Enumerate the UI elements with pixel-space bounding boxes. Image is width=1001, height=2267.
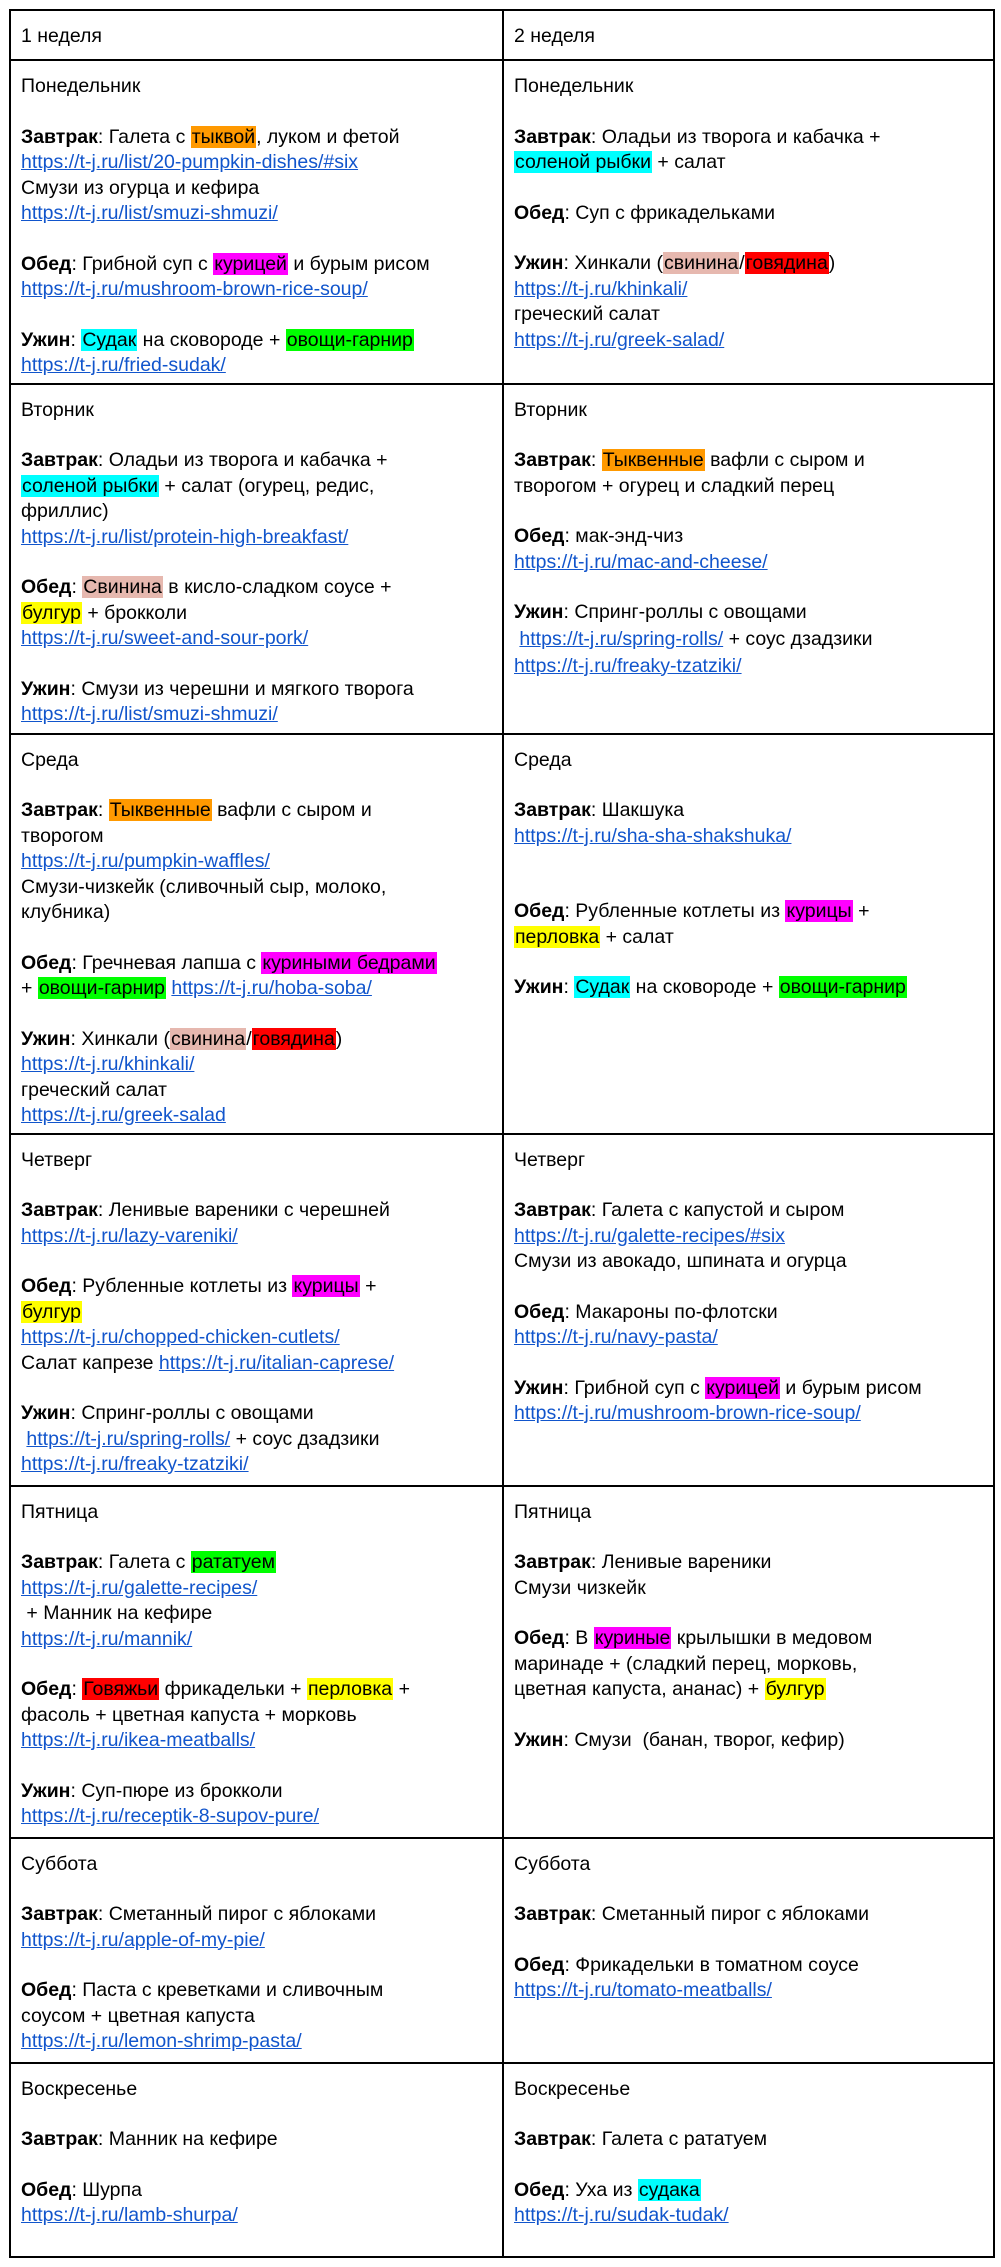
recipe-link[interactable]: https://t-j.ru/spring-rolls/ [26, 1427, 231, 1450]
recipe-link[interactable]: https://t-j.ru/pumpkin-waffles/ [21, 850, 270, 872]
cell-week2-tuesday: Вторник Завтрак: Тыквенные вафли с сыром и творогом + огурец и сладкий перец Обед: мак-энд-чиз https://t-j.ru/mac-and-cheese/ Ужин: Спринг-роллы с овощами https://t-j.ru/spring-rolls/ + соус дзадзики https://t-j.ru/freaky-tzatziki/ [503, 384, 994, 734]
cell-week1-saturday: Суббота Завтрак: Сметанный пирог с яблоками https://t-j.ru/apple-of-my-pie/ Обед: Паста с креветками и сливочным соусом + цветная капуста https://t-j.ru/lemon-shrimp-pasta/ [10, 1838, 503, 2063]
recipe-link[interactable]: https://t-j.ru/receptik-8-supov-pure/ [21, 1805, 320, 1827]
highlight-chicken: курицы [786, 900, 852, 922]
header-week2: 2 неделя [503, 10, 994, 60]
cell-week1-wednesday: Среда Завтрак: Тыквенные вафли с сыром и творогом https://t-j.ru/pumpkin-waffles/ Смузи-чизкейк (сливочный сыр, молоко, клубника) Обед: Гречневая лапша с куриными бедрами + овощи-гарнир https://t-j.ru/hoba-soba/ Ужин: Хинкали (свинина/говядина) https://t-j.ru/khinkali/ греческий салат https://t-j.ru/greek-salad [10, 734, 503, 1134]
highlight-beef: говядина [252, 1027, 335, 1050]
lunch-line: Обед: Паста с креветками и сливочным [21, 1979, 384, 2001]
cell-week2-thursday [503, 1134, 994, 1486]
recipe-link[interactable]: https://t-j.ru/lazy-vareniki/ [21, 1224, 238, 1247]
breakfast-label: Завтрак [21, 799, 98, 821]
row-wednesday [10, 734, 994, 1134]
breakfast-label: Завтрак [514, 2128, 591, 2150]
breakfast-line: Завтрак: Манник на кефире [21, 2128, 278, 2150]
recipe-link[interactable]: https://t-j.ru/lemon-shrimp-pasta/ [21, 2030, 302, 2052]
highlight-chicken: курицы [293, 1275, 359, 1297]
recipe-link[interactable]: https://t-j.ru/galette-recipes/#six [514, 1224, 785, 1247]
breakfast-line: Завтрак: Галета с капустой и сыром [514, 1199, 845, 1221]
highlight-bulgur: булгур [765, 1678, 825, 1700]
dinner-label: Ужин [514, 1728, 564, 1751]
breakfast-line: Завтрак: Ленивые вареники [514, 1551, 772, 1573]
breakfast-line: Завтрак: Ленивые вареники с черешней [21, 1199, 390, 1221]
lunch-label: Обед [514, 1300, 565, 1323]
recipe-link[interactable]: https://t-j.ru/sweet-and-sour-pork/ [21, 627, 309, 649]
recipe-link[interactable]: https://t-j.ru/spring-rolls/ [519, 627, 724, 650]
highlight-pumpkin: Тыквенные [602, 449, 704, 471]
highlight-sudak: Судак [575, 976, 630, 998]
breakfast-line: Завтрак: Оладьи из творога и кабачка + [21, 449, 388, 471]
recipe-link[interactable]: https://t-j.ru/freaky-tzatziki/ [21, 1453, 249, 1475]
cell-week1-monday [10, 60, 503, 384]
lunch-label: Обед [21, 252, 72, 275]
dinner-line: Ужин: Хинкали (свинина/говядина) [514, 252, 836, 274]
recipe-link[interactable]: https://t-j.ru/apple-of-my-pie/ [21, 1928, 265, 1951]
breakfast-label: Завтрак [21, 2128, 98, 2150]
cell-week1-tuesday: Вторник Завтрак: Оладьи из творога и кабачка + соленой рыбки + салат (огурец, редис, фриллис) https://t-j.ru/list/protein-high-breakfast/ Обед: Свинина в кисло-сладком соусе + булгур + брокколи https://t-j.ru/sweet-and-sour-pork/ Ужин: Смузи из черешни и мягкого творога https://t-j.ru/list/smuzi-shmuzi/ [10, 384, 503, 734]
recipe-link[interactable]: https://t-j.ru/list/smuzi-shmuzi/ [21, 703, 278, 725]
breakfast-line: Завтрак: Тыквенные вафли с сыром и [514, 449, 865, 471]
day-name: Суббота [21, 1852, 98, 1875]
lunch-label: Обед [21, 576, 72, 598]
day-name: Среда [514, 748, 572, 771]
breakfast-line: Завтрак: Сметанный пирог с яблоками [21, 1903, 377, 1925]
recipe-link[interactable]: https://t-j.ru/lamb-shurpa/ [21, 2204, 238, 2226]
recipe-link[interactable]: https://t-j.ru/greek-salad [21, 1104, 226, 1126]
extra-dish: греческий салат [21, 1078, 167, 1101]
row-tuesday [10, 384, 994, 734]
highlight-sudak: судака [638, 2178, 700, 2201]
highlight-ratatouille: рататуем [191, 1551, 276, 1573]
dinner-label: Ужин [21, 1027, 71, 1050]
recipe-link[interactable]: https://t-j.ru/list/20-pumpkin-dishes/#six [21, 151, 359, 173]
recipe-link[interactable]: https://t-j.ru/mac-and-cheese/ [514, 550, 768, 573]
day-name: Воскресенье [514, 2077, 631, 2100]
extra-dish: Смузи чизкейк [514, 1576, 646, 1599]
breakfast-line: Завтрак: Галета с рататуем [21, 1551, 276, 1573]
lunch-line: Обед: В куриные крылышки в медовом [514, 1627, 873, 1649]
extra-dish: Смузи из огурца и кефира [21, 176, 260, 199]
dinner-line: Ужин: Смузи (банан, творог, кефир) [514, 1728, 845, 1751]
dinner-label: Ужин [21, 1779, 71, 1802]
highlight-beef: говядина [745, 252, 828, 274]
recipe-link[interactable]: https://t-j.ru/mannik/ [21, 1627, 193, 1650]
lunch-line: Обед: Макароны по-флотски [514, 1300, 778, 1323]
day-name: Понедельник [21, 75, 141, 97]
dinner-line: Ужин: Смузи из черешни и мягкого творога [21, 677, 414, 700]
highlight-pork: свинина [170, 1027, 246, 1050]
recipe-link[interactable]: https://t-j.ru/khinkali/ [514, 277, 688, 300]
row-monday [10, 60, 994, 384]
recipe-link[interactable]: https://t-j.ru/italian-caprese/ [158, 1351, 395, 1374]
lunch-label: Обед [514, 900, 565, 922]
recipe-link[interactable]: https://t-j.ru/list/smuzi-shmuzi/ [21, 202, 278, 224]
highlight-pumpkin: Тыквенные [109, 799, 211, 821]
dinner-label: Ужин [21, 677, 71, 700]
header-row [10, 10, 994, 60]
recipe-link[interactable]: https://t-j.ru/freaky-tzatziki/ [514, 654, 742, 677]
lunch-line: Обед: Суп с фрикадельками [514, 201, 776, 224]
day-name: Вторник [21, 398, 94, 421]
breakfast-label: Завтрак [21, 1903, 98, 1925]
lunch-line: Обед: Свинина в кисло-сладком соусе + [21, 576, 392, 598]
day-name: Понедельник [514, 75, 634, 97]
recipe-link[interactable]: https://t-j.ru/sudak-tudak/ [514, 2204, 729, 2226]
breakfast-line: Завтрак: Шакшука [514, 799, 685, 821]
lunch-label: Обед [21, 2178, 72, 2201]
cell-week2-wednesday: Среда Завтрак: Шакшука https://t-j.ru/sha-sha-shakshuka/ Обед: Рубленные котлеты из курицы + перловка + салат Ужин: Судак на сковороде + овощи-гарнир [503, 734, 994, 1134]
lunch-label: Обед [21, 1275, 72, 1297]
lunch-line: Обед: Говяжьи фрикадельки + перловка + [21, 1678, 410, 1700]
lunch-line: Обед: мак-энд-чиз [514, 525, 684, 547]
highlight-chicken: курицей [214, 252, 287, 275]
day-name: Среда [21, 748, 79, 771]
highlight-pork: свинина [663, 252, 739, 274]
lunch-line: Обед: Шурпа [21, 2178, 142, 2201]
cell-week1-friday: Пятница Завтрак: Галета с рататуем https://t-j.ru/galette-recipes/ + Манник на кефире https://t-j.ru/mannik/ Обед: Говяжьи фрикадельки + перловка + фасоль + цветная капуста + морковь https://t-j.ru/ikea-meatballs/ Ужин: Суп-пюре из брокколи https://t-j.ru/receptik-8-supov-pure/ [10, 1486, 503, 1838]
lunch-line: Обед: Рубленные котлеты из курицы + [21, 1275, 377, 1297]
breakfast-label: Завтрак [514, 799, 591, 821]
breakfast-label: Завтрак [21, 449, 98, 471]
cell-week1-sunday [10, 2063, 503, 2258]
extra-dish: Смузи-чизкейк (сливочный сыр, молоко, [21, 875, 387, 898]
recipe-link[interactable]: https://t-j.ru/list/protein-high-breakfast/ [21, 525, 349, 548]
row-sunday [10, 2063, 994, 2258]
cell-week2-friday: Пятница Завтрак: Ленивые вареники Смузи чизкейк Обед: В куриные крылышки в медовом маринаде + (сладкий перец, морковь, цветная капуста, ананас) + булгур Ужин: Смузи (банан, творог, кефир) [503, 1486, 994, 1838]
dinner-line: Ужин: Судак на сковороде + овощи-гарнир [514, 976, 906, 998]
recipe-link[interactable]: https://t-j.ru/ikea-meatballs/ [21, 1729, 256, 1751]
lunch-label: Обед [21, 1979, 72, 2001]
breakfast-label: Завтрак [21, 1551, 98, 1573]
row-thursday [10, 1134, 994, 1486]
day-name: Вторник [514, 398, 587, 421]
day-name: Пятница [514, 1500, 592, 1523]
highlight-vegetables: овощи-гарнир [779, 976, 906, 998]
highlight-pork: Свинина [83, 576, 162, 598]
highlight-beef: Говяжьи [83, 1678, 159, 1700]
header-week1: 1 неделя [10, 10, 503, 60]
breakfast-label: Завтрак [514, 1903, 591, 1925]
lunch-line: Обед: Фрикадельки в томатном соусе [514, 1953, 859, 1976]
lunch-label: Обед [514, 1627, 565, 1649]
highlight-bulgur: булгур [22, 1300, 81, 1323]
dinner-label: Ужин [514, 252, 564, 274]
recipe-link[interactable]: https://t-j.ru/hoba-soba/ [171, 977, 372, 999]
day-name: Четверг [514, 1148, 586, 1171]
breakfast-line: Завтрак: Галета с рататуем [514, 2128, 768, 2150]
lunch-line: Обед: Уха из судака [514, 2178, 700, 2201]
dinner-line: Ужин: Грибной суп с курицей и бурым рисом [514, 1376, 922, 1399]
recipe-link[interactable]: https://t-j.ru/khinkali/ [21, 1053, 195, 1075]
breakfast-label: Завтрак [514, 1199, 591, 1221]
recipe-link[interactable]: https://t-j.ru/navy-pasta/ [514, 1326, 718, 1348]
breakfast-label: Завтрак [514, 449, 591, 471]
row-friday [10, 1486, 994, 1838]
breakfast-line: Завтрак: Оладьи из творога и кабачка + [514, 125, 881, 148]
highlight-barley: перловка [515, 925, 600, 948]
recipe-link[interactable]: https://t-j.ru/galette-recipes/ [21, 1576, 258, 1599]
highlight-fish: соленой рыбки [22, 474, 158, 497]
extra-dish: греческий салат [514, 303, 660, 325]
lunch-line: Обед: Грибной суп с курицей и бурым рисом [21, 252, 430, 275]
lunch-label: Обед [514, 1953, 565, 1976]
day-name: Суббота [514, 1852, 591, 1875]
lunch-line: Обед: Рубленные котлеты из курицы + [514, 900, 870, 922]
breakfast-label: Завтрак [514, 125, 591, 148]
highlight-fish: соленой рыбки [515, 151, 651, 173]
breakfast-label: Завтрак [21, 1199, 98, 1221]
day-name: Четверг [21, 1148, 93, 1171]
extra-dish: Смузи из авокадо, шпината и огурца [514, 1250, 847, 1272]
day-name: Пятница [21, 1500, 99, 1523]
highlight-chicken-thighs: куриными бедрами [262, 951, 436, 974]
day-name: Воскресенье [21, 2077, 138, 2100]
dinner-line: Ужин: Спринг-роллы с овощами [514, 601, 807, 623]
cell-week1-thursday: Четверг Завтрак: Ленивые вареники с черешней https://t-j.ru/lazy-vareniki/ Обед: Рубленные котлеты из курицы + булгур https://t-j.ru/chopped-chicken-cutlets/ Салат капрезе https://t-j.ru/italian-caprese/ Ужин: Спринг-роллы с овощами https://t-j.ru/spring-rolls/ + соус дзадзики https://t-j.ru/freaky-tzatziki/ [10, 1134, 503, 1486]
breakfast-label: Завтрак [514, 1551, 591, 1573]
lunch-label: Обед [514, 525, 565, 547]
highlight-bulgur: булгур [22, 601, 81, 624]
lunch-label: Обед [21, 1678, 72, 1700]
cell-week2-sunday [503, 2063, 994, 2258]
dinner-label: Ужин [514, 976, 564, 998]
lunch-label: Обед [21, 951, 72, 974]
extra-dish: + Манник на кефире [21, 1602, 213, 1624]
recipe-link[interactable]: https://t-j.ru/tomato-meatballs/ [514, 1979, 772, 2001]
recipe-link[interactable]: https://t-j.ru/chopped-chicken-cutlets/ [21, 1326, 340, 1348]
recipe-link[interactable]: https://t-j.ru/fried-sudak/ [21, 354, 226, 376]
recipe-link[interactable]: https://t-j.ru/mushroom-brown-rice-soup/ [21, 278, 368, 300]
breakfast-line: Завтрак: Сметанный пирог с яблоками [514, 1903, 870, 1925]
dinner-line: Ужин: Спринг-роллы с овощами [21, 1402, 314, 1424]
lunch-label: Обед [514, 2178, 565, 2201]
recipe-link[interactable]: https://t-j.ru/greek-salad/ [514, 328, 725, 351]
meal-plan-table [9, 9, 995, 2258]
dinner-label: Ужин [514, 1376, 564, 1399]
dinner-line: Ужин: Судак на сковороде + овощи-гарнир [21, 328, 413, 351]
lunch-line: Обед: Гречневая лапша с куриными бедрами [21, 951, 436, 974]
recipe-link[interactable]: https://t-j.ru/mushroom-brown-rice-soup/ [514, 1402, 861, 1424]
dinner-label: Ужин [514, 601, 564, 623]
recipe-link[interactable]: https://t-j.ru/sha-sha-shakshuka/ [514, 824, 792, 847]
highlight-barley: перловка [307, 1678, 393, 1700]
cell-week2-monday: Понедельник Завтрак: Оладьи из творога и кабачка + соленой рыбки + салат Обед: Суп с фрикадельками Ужин: Хинкали (свинина/говядина) https://t-j.ru/khinkali/ греческий салат https://t-j.ru/greek-salad/ [503, 60, 994, 384]
dinner-label: Ужин [21, 328, 71, 351]
highlight-vegetables: овощи-гарнир [286, 328, 413, 351]
row-saturday [10, 1838, 994, 2063]
dinner-label: Ужин [21, 1402, 71, 1424]
dinner-line: Ужин: Суп-пюре из брокколи [21, 1779, 283, 1802]
highlight-pumpkin: тыквой [191, 125, 256, 148]
cell-week2-saturday [503, 1838, 994, 2063]
breakfast-line: Завтрак: Тыквенные вафли с сыром и [21, 799, 372, 821]
highlight-vegetables: овощи-гарнир [38, 977, 165, 999]
lunch-label: Обед [514, 201, 565, 224]
highlight-sudak: Судак [82, 328, 137, 351]
highlight-chicken: куриные [594, 1627, 671, 1649]
breakfast-label: Завтрак [21, 125, 98, 148]
breakfast-line: Завтрак: Галета с тыквой, луком и фетой [21, 125, 400, 148]
dinner-line: Ужин: Хинкали (свинина/говядина) [21, 1027, 343, 1050]
highlight-chicken: курицей [706, 1376, 779, 1399]
